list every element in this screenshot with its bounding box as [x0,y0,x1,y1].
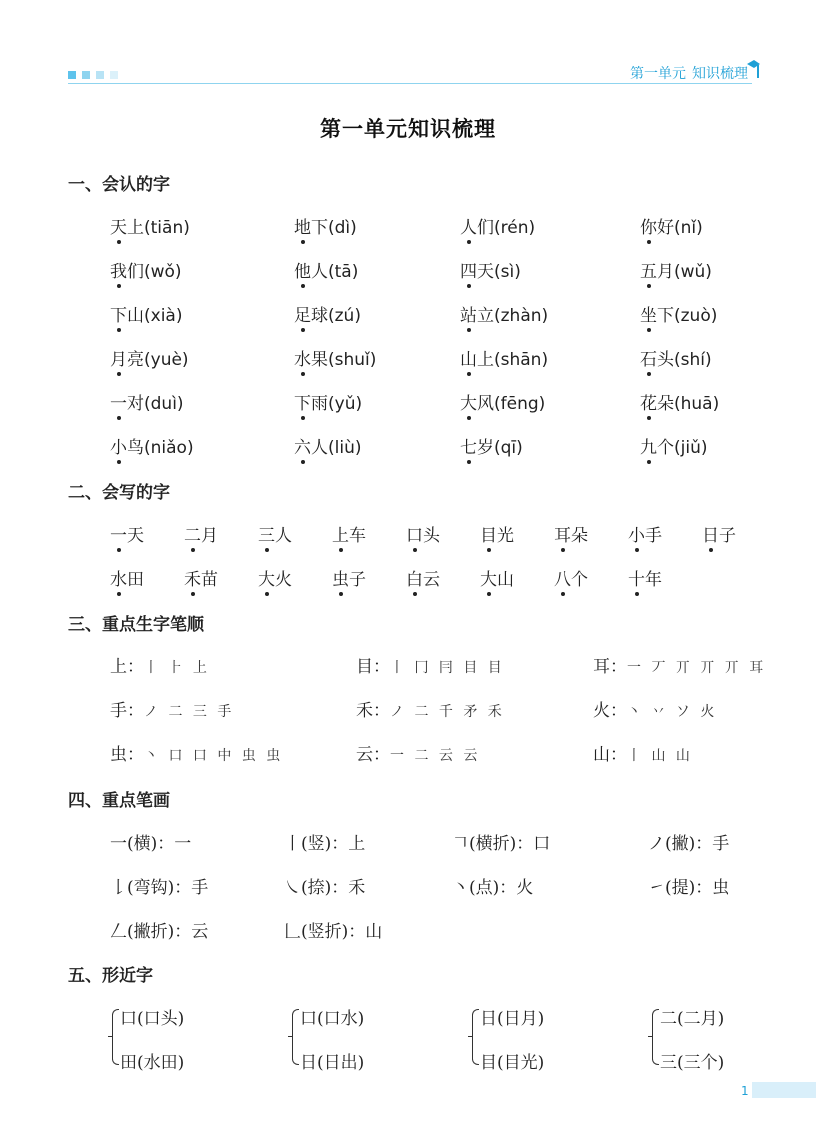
pinyin: (zhàn) [494,306,549,326]
pinyin: (duì) [144,394,184,414]
colon: ： [610,701,627,721]
colon: ： [695,834,713,854]
brace-tip [108,1036,112,1037]
similar-top: 日(日月) [480,1009,545,1029]
colon: ： [331,878,349,898]
recognize-item [110,433,194,458]
recognize-item [460,433,523,458]
target-char: 六 [294,433,311,458]
write-item [184,565,218,590]
pinyin: (liù) [328,438,362,458]
pinyin: (rén) [494,218,536,238]
word-char: 雨 [311,394,328,414]
similar-bottom: 日(日出) [300,1053,365,1073]
target-char: 大 [460,389,477,414]
stroke-order-char: 目 [356,657,373,677]
pinyin: (xià) [144,306,183,326]
pinyin: (tiān) [144,218,190,238]
stroke-sequence: 一 丆 丌 丌 丌 耳 [627,660,767,676]
pinyin: (huā) [674,394,720,414]
similar-top: 二(二月) [660,1009,725,1029]
recognize-item [110,257,182,282]
write-item [258,521,292,546]
word-char: 手 [645,526,662,546]
word-char: 球 [311,306,328,326]
stroke-name: (撇折) [127,922,175,942]
recognize-item [460,301,548,326]
colon: ： [127,745,144,765]
recognize-item [640,389,719,414]
stroke-order-item [593,696,717,721]
write-item [628,565,662,590]
target-char: 一 [110,389,127,414]
pinyin: (qī) [494,438,523,458]
word-char: 上 [477,350,494,370]
colon: ： [331,834,349,854]
example-char: 火 [516,878,534,898]
colon: ： [610,745,627,765]
word-char: 田 [127,570,144,590]
recognize-item [640,257,712,282]
word-char: 山 [127,306,144,326]
stroke-sequence: 丨 山 山 [627,748,693,764]
target-char: 你 [640,213,657,238]
word-char: 果 [311,350,328,370]
similar-bottom: 目(目光) [480,1053,545,1073]
similar-top: 口(口水) [300,1009,365,1029]
word-char: 朵 [571,526,588,546]
write-item [258,565,292,590]
target-char: 水 [110,565,127,590]
key-stroke-item [452,829,550,854]
stroke-name: (竖折) [301,922,349,942]
stroke-sequence: 丶 口 口 中 虫 虫 [144,748,284,764]
word-char: 风 [477,394,494,414]
target-char: 七 [460,433,477,458]
stroke-glyph: 𠃊 [284,922,301,942]
recognize-item [460,389,545,414]
colon: ： [174,922,192,942]
stroke-order-item [110,740,283,765]
pinyin: (shān) [494,350,549,370]
stroke-order-char: 耳 [593,657,610,677]
word-char: 云 [423,570,440,590]
word-char: 鸟 [127,438,144,458]
target-char: 石 [640,345,657,370]
page-title: 第一单元知识梳理 [320,117,496,141]
target-char: 人 [460,213,477,238]
colon: ： [373,657,390,677]
header-unit: 第一单元 [630,66,686,82]
write-item [110,521,144,546]
recognize-item [110,213,190,238]
recognize-item [460,213,535,238]
target-char: 水 [294,345,311,370]
pinyin: (wǒ) [144,262,182,282]
write-item [406,521,440,546]
recognize-item [460,257,521,282]
target-char: 我 [110,257,127,282]
stroke-order-item [593,740,693,765]
example-char: 手 [712,834,730,854]
target-char: 口 [406,521,423,546]
colon: ： [373,701,390,721]
section-heading-stroke-order: 三、重点生字笔顺 [68,615,204,635]
stroke-order-item [356,652,505,677]
stroke-order-char: 手 [110,701,127,721]
brace [652,1009,659,1065]
pinyin: (zú) [328,306,361,326]
brace [472,1009,479,1065]
colon: ： [695,878,713,898]
key-stroke-item [284,873,365,898]
example-char: 虫 [712,878,730,898]
word-char: 月 [201,526,218,546]
stroke-order-item [593,652,766,677]
target-char: 八 [554,565,571,590]
pinyin: (nǐ) [674,218,703,238]
write-item [554,521,588,546]
stroke-name: (横) [127,834,158,854]
word-char: 朵 [657,394,674,414]
recognize-item [294,257,358,282]
stroke-sequence: 丶 丷 ソ 火 [627,704,718,720]
pinyin: (shí) [674,350,712,370]
pinyin: (yǔ) [328,394,363,414]
example-char: 山 [365,922,383,942]
target-char: 四 [460,257,477,282]
brace [112,1009,119,1065]
header-decoration [68,71,118,79]
section-heading-key-strokes: 四、重点笔画 [68,791,170,811]
target-char: 白 [406,565,423,590]
colon: ： [373,745,390,765]
stroke-order-item [110,652,210,677]
recognize-item [294,389,362,414]
brace-tip [288,1036,292,1037]
stroke-glyph: ノ [648,834,665,854]
word-char: 天 [127,526,144,546]
target-char: 他 [294,257,311,282]
word-char: 立 [477,306,494,326]
word-char: 火 [275,570,292,590]
similar-top: 口(口头) [120,1009,185,1029]
section-heading-write: 二、会写的字 [68,483,170,503]
word-char: 下 [311,218,328,238]
target-char: 地 [294,213,311,238]
footer-bar [752,1082,816,1098]
target-char: 天 [110,213,127,238]
colon: ： [127,657,144,677]
stroke-sequence: ノ 二 三 手 [144,704,235,720]
stroke-order-item [356,696,505,721]
recognize-item [294,433,362,458]
stroke-glyph: ㇀ [648,878,665,898]
similar-bottom: 三(三个) [660,1053,725,1073]
write-item [554,565,588,590]
word-char: 下 [657,306,674,326]
write-item [184,521,218,546]
write-item [406,565,440,590]
recognize-item [110,301,182,326]
stroke-name: (提) [665,878,696,898]
target-char: 坐 [640,301,657,326]
target-char: 五 [640,257,657,282]
pinyin: (tā) [328,262,359,282]
stroke-sequence: 丨 冂 冃 目 目 [390,660,505,676]
target-char: 目 [480,521,497,546]
target-char: 花 [640,389,657,414]
stroke-name: (撇) [665,834,696,854]
colon: ： [174,878,192,898]
stroke-glyph: 𠃍 [452,834,469,854]
target-char: 三 [258,521,275,546]
stroke-order-char: 火 [593,701,610,721]
stroke-order-char: 上 [110,657,127,677]
target-char: 足 [294,301,311,326]
target-char: 虫 [332,565,349,590]
target-char: 禾 [184,565,201,590]
word-char: 头 [657,350,674,370]
word-char: 人 [311,262,328,282]
pinyin: (zuò) [674,306,718,326]
pinyin: (fēng) [494,394,546,414]
target-char: 站 [460,301,477,326]
header-rule [68,83,752,84]
example-char: 手 [191,878,209,898]
recognize-item [110,389,184,414]
stroke-sequence: 一 二 云 云 [390,748,481,764]
target-char: 山 [460,345,477,370]
target-char: 一 [110,521,127,546]
stroke-glyph: 丶 [452,878,469,898]
example-char: 上 [348,834,366,854]
example-char: 一 [174,834,192,854]
recognize-item [640,345,712,370]
recognize-item [640,213,703,238]
word-char: 头 [423,526,440,546]
target-char: 小 [110,433,127,458]
colon: ： [127,701,144,721]
word-char: 山 [497,570,514,590]
target-char: 月 [110,345,127,370]
header-section: 知识梳理 [692,66,748,82]
target-char: 下 [110,301,127,326]
word-char: 个 [571,570,588,590]
word-char: 光 [497,526,514,546]
write-item [332,521,366,546]
stroke-name: (捺) [301,878,332,898]
stroke-name: (点) [469,878,500,898]
example-char: 禾 [348,878,366,898]
colon: ： [499,878,517,898]
key-stroke-item [110,873,208,898]
key-stroke-item [284,917,382,942]
stroke-order-item [356,740,480,765]
target-char: 下 [294,389,311,414]
target-char: 十 [628,565,645,590]
stroke-glyph: 𠃋 [110,922,127,942]
write-item [702,521,736,546]
stroke-order-char: 山 [593,745,610,765]
word-char: 个 [657,438,674,458]
stroke-glyph: 丨 [284,834,301,854]
word-char: 对 [127,394,144,414]
pinyin: (dì) [328,218,357,238]
colon: ： [348,922,366,942]
word-char: 年 [645,570,662,590]
stroke-order-char: 云 [356,745,373,765]
brace-tip [648,1036,652,1037]
section-heading-similar: 五、形近字 [68,966,153,986]
write-item [480,565,514,590]
pinyin: (jiǔ) [674,438,708,458]
key-stroke-item [648,829,729,854]
target-char: 大 [258,565,275,590]
word-char: 岁 [477,438,494,458]
stroke-order-char: 虫 [110,745,127,765]
header-label [630,63,748,83]
graduation-cap-icon [746,58,760,80]
target-char: 大 [480,565,497,590]
word-char: 亮 [127,350,144,370]
recognize-item [294,301,361,326]
write-item [628,521,662,546]
similar-bottom: 田(水田) [120,1053,185,1073]
target-char: 小 [628,521,645,546]
stroke-name: (横折) [469,834,517,854]
word-char: 们 [127,262,144,282]
stroke-name: (竖) [301,834,332,854]
target-char: 耳 [554,521,571,546]
word-char: 子 [349,570,366,590]
key-stroke-item [110,917,208,942]
stroke-name: (弯钩) [127,878,175,898]
brace-tip [468,1036,472,1037]
stroke-glyph: 一 [110,834,127,854]
recognize-item [294,213,357,238]
target-char: 二 [184,521,201,546]
stroke-glyph: ㇏ [284,878,301,898]
pinyin: (niǎo) [144,438,194,458]
stroke-sequence: ノ 二 千 矛 禾 [390,704,505,720]
stroke-glyph: 𠄌 [110,878,127,898]
key-stroke-item [110,829,191,854]
key-stroke-item [452,873,533,898]
recognize-item [640,433,708,458]
word-char: 月 [657,262,674,282]
pinyin: (sì) [494,262,521,282]
colon: ： [157,834,175,854]
key-stroke-item [648,873,729,898]
write-item [332,565,366,590]
colon: ： [516,834,534,854]
colon: ： [610,657,627,677]
write-item [480,521,514,546]
recognize-item [294,345,376,370]
example-char: 口 [533,834,551,854]
word-char: 人 [311,438,328,458]
word-char: 天 [477,262,494,282]
pinyin: (wǔ) [674,262,712,282]
stroke-order-char: 禾 [356,701,373,721]
example-char: 云 [191,922,209,942]
word-char: 们 [477,218,494,238]
target-char: 九 [640,433,657,458]
recognize-item [640,301,717,326]
pinyin: (shuǐ) [328,350,377,370]
key-stroke-item [284,829,365,854]
page-number: 1 [741,1084,749,1098]
target-char: 日 [702,521,719,546]
word-char: 车 [349,526,366,546]
word-char: 上 [127,218,144,238]
word-char: 子 [719,526,736,546]
brace [292,1009,299,1065]
word-char: 人 [275,526,292,546]
recognize-item [460,345,548,370]
section-heading-recognize: 一、会认的字 [68,175,170,195]
pinyin: (yuè) [144,350,189,370]
stroke-sequence: 丨 ⺊ 上 [144,660,210,676]
stroke-order-item [110,696,234,721]
recognize-item [110,345,189,370]
write-item [110,565,144,590]
word-char: 苗 [201,570,218,590]
word-char: 好 [657,218,674,238]
target-char: 上 [332,521,349,546]
